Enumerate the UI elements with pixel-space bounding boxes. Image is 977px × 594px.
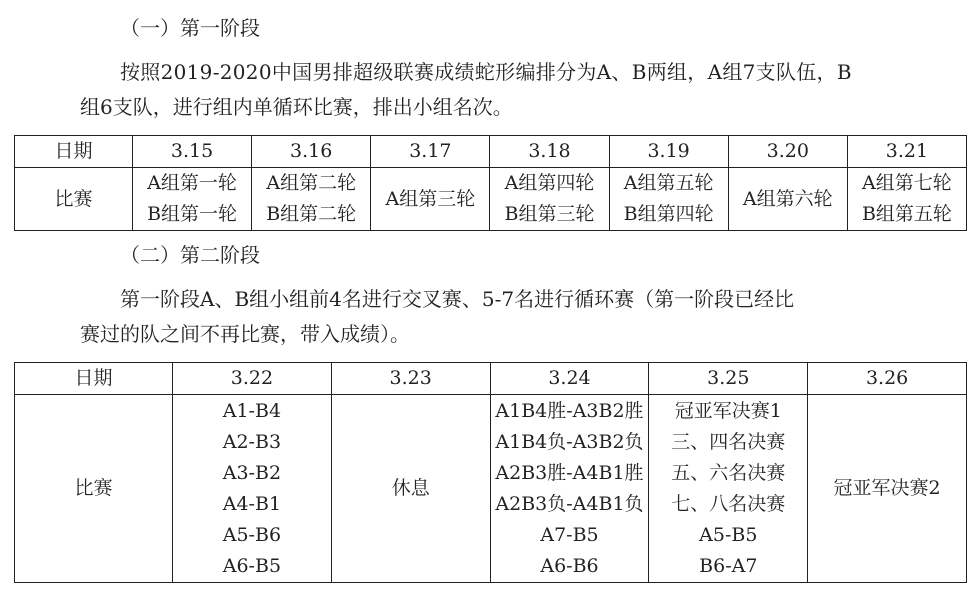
- table-header-row: [15, 363, 967, 395]
- match-entry: A4-B1: [222, 492, 282, 515]
- match-cell: [609, 168, 728, 231]
- date-cell: 3.23: [331, 363, 490, 395]
- date-cell: 3.24: [490, 363, 649, 395]
- date-cell: 3.22: [173, 363, 332, 395]
- date-cell: 3.19: [609, 136, 728, 168]
- match-entry: A组第七轮: [862, 172, 952, 194]
- date-cell: 3.20: [728, 136, 847, 168]
- match-entry: B组第五轮: [861, 203, 952, 225]
- match-cell: [490, 168, 609, 231]
- match-label: 比赛: [15, 168, 133, 231]
- section2-heading: （二）第二阶段: [120, 243, 260, 267]
- table-row: [15, 395, 967, 583]
- match-entry: A组第一轮: [147, 172, 237, 194]
- section1-paragraph-line1: 按照2019-2020中国男排超级联赛成绩蛇形编排分为A、B两组，A组7支队伍，B: [120, 60, 852, 84]
- match-entry: A3-B2: [222, 461, 282, 484]
- match-entry: A2-B3: [222, 430, 282, 453]
- match-entry: 休息: [391, 477, 430, 499]
- match-entry: A1B4胜-A3B2胜: [495, 399, 644, 422]
- match-entry: A组第四轮: [504, 172, 595, 194]
- match-entry: B6-A7: [699, 554, 758, 577]
- match-cell: [808, 395, 967, 583]
- match-entry: 五、六名决赛: [671, 461, 786, 484]
- date-cell: 3.26: [808, 363, 967, 395]
- match-entry: 冠亚军决赛1: [674, 399, 782, 422]
- date-cell: 3.18: [490, 136, 609, 168]
- date-label: 日期: [15, 136, 133, 168]
- match-entry: B组第四轮: [623, 203, 714, 225]
- date-cell: 3.15: [133, 136, 252, 168]
- match-entry: B组第三轮: [504, 203, 595, 225]
- match-cell: [371, 168, 490, 231]
- match-entry: A组第二轮: [266, 172, 357, 194]
- match-cell: [133, 168, 252, 231]
- match-entry: A组第五轮: [623, 172, 714, 194]
- match-entry: A1B4负-A3B2负: [495, 430, 644, 453]
- date-label: 日期: [15, 363, 173, 395]
- match-cell: [331, 395, 490, 583]
- match-entry: A5-B5: [699, 523, 758, 546]
- match-cell: [728, 168, 847, 231]
- match-entry: 冠亚军决赛2: [833, 477, 941, 499]
- section2-paragraph-line1: 第一阶段A、B组小组前4名进行交叉赛、5-7名进行循环赛（第一阶段已经比: [120, 287, 795, 311]
- match-entry: A6-B6: [540, 554, 599, 577]
- match-cell: [173, 395, 332, 583]
- match-entry: A组第六轮: [742, 187, 833, 210]
- date-cell: 3.16: [252, 136, 371, 168]
- match-entry: A5-B6: [222, 523, 282, 546]
- match-cell: [490, 395, 649, 583]
- date-cell: 3.21: [847, 136, 966, 168]
- match-entry: A2B3胜-A4B1胜: [495, 461, 644, 484]
- match-entry: A6-B5: [222, 554, 282, 577]
- match-cell: [847, 168, 966, 231]
- stage1-schedule-table: [14, 135, 967, 231]
- match-cell: [252, 168, 371, 231]
- match-entry: A1-B4: [222, 399, 282, 422]
- section1-paragraph-line2: 组6支队，进行组内单循环比赛，排出小组名次。: [80, 95, 513, 119]
- match-entry: 三、四名决赛: [671, 430, 786, 453]
- match-entry: A2B3负-A4B1负: [495, 492, 644, 515]
- stage2-schedule-table: [14, 362, 967, 583]
- date-cell: 3.25: [649, 363, 808, 395]
- match-entry: B组第一轮: [147, 203, 238, 225]
- table-header-row: [15, 136, 967, 168]
- match-entry: A组第三轮: [385, 187, 476, 210]
- match-label: 比赛: [15, 395, 173, 583]
- match-entry: A7-B5: [540, 523, 599, 546]
- date-cell: 3.17: [371, 136, 490, 168]
- match-entry: B组第二轮: [266, 203, 357, 225]
- table-row: [15, 168, 967, 231]
- match-entry: 七、八名决赛: [671, 492, 786, 515]
- section1-heading: （一）第一阶段: [120, 16, 260, 40]
- match-cell: [649, 395, 808, 583]
- section2-paragraph-line2: 赛过的队之间不再比赛，带入成绩）。: [80, 322, 410, 346]
